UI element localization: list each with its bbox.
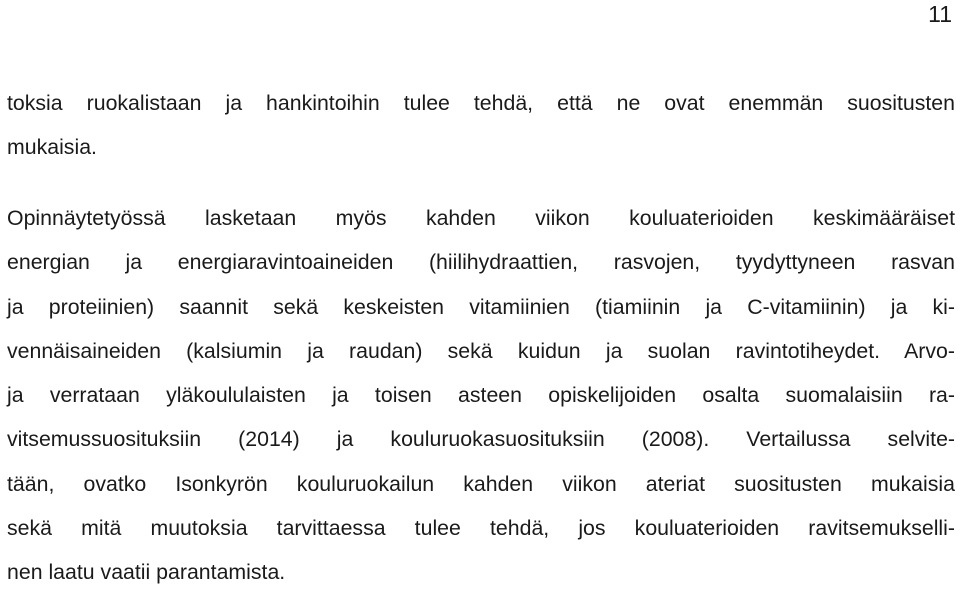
text-line: energian ja energiaravintoaineiden (hiilihydraattien, rasvojen, tyydyttyneen rasvan bbox=[7, 250, 955, 275]
paragraph-intro bbox=[7, 81, 955, 170]
text-line: ja proteiinien) saannit sekä keskeisten vitamiinien (tiamiinin ja C-vitamiinin) ja ki- bbox=[7, 294, 955, 319]
text-line: toksia ruokalistaan ja hankintoihin tulee tehdä, että ne ovat enemmän suositusten bbox=[7, 91, 955, 115]
paragraph-body bbox=[7, 196, 955, 595]
text-line: vitsemussuosituksiin (2014) ja kouluruokasuosituksiin (2008). Vertailussa selvite- bbox=[7, 427, 955, 452]
text-line: tään, ovatko Isonkyrön kouluruokailun kahden viikon ateriat suositusten mukaisia bbox=[7, 471, 955, 496]
text-line: ja verrataan yläkoululaisten ja toisen asteen opiskelijoiden osalta suomalaisiin ra- bbox=[7, 383, 955, 408]
text-line: vennäisaineiden (kalsiumin ja raudan) sekä kuidun ja suolan ravintotiheydet. Arvo- bbox=[7, 338, 955, 363]
text-line: Opinnäytetyössä lasketaan myös kahden viikon kouluaterioiden keskimääräiset bbox=[7, 206, 955, 230]
text-line: sekä mitä muutoksia tarvittaessa tulee tehdä, jos kouluaterioiden ravitsemukselli- bbox=[7, 516, 955, 541]
page-number: 11 bbox=[928, 1, 952, 27]
text-line: mukaisia. bbox=[7, 135, 97, 160]
text-line: nen laatu vaatii parantamista. bbox=[7, 560, 286, 585]
